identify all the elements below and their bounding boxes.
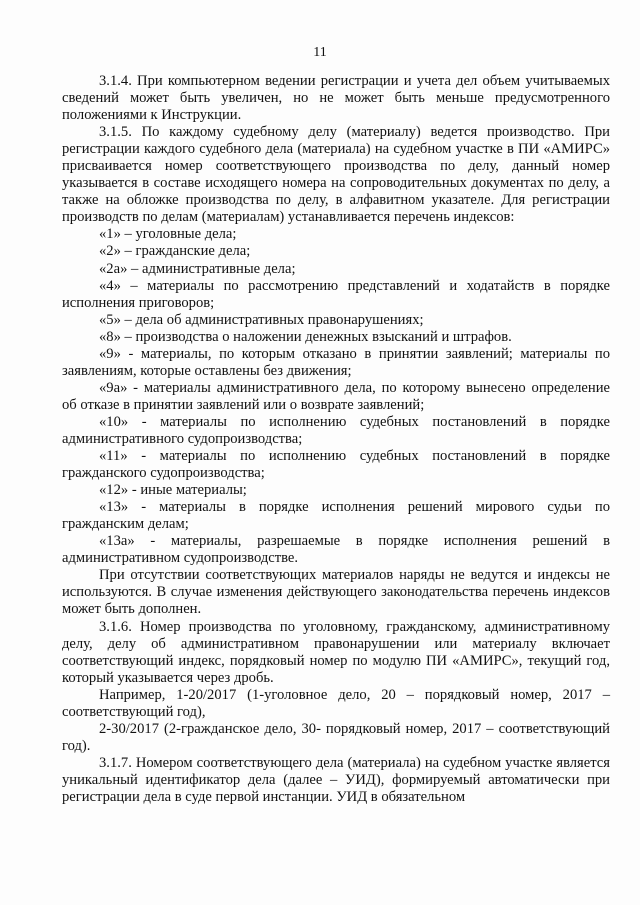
paragraph-3-1-7: 3.1.7. Номером соответствующего дела (материала) на судебном участке является уникальный идентификатор дела (далее – УИД), формируемый автоматически при регистрации дела в суде первой инстанции. УИД в обязательном: [62, 754, 610, 805]
index-item: «9а» - материалы административного дела, по которому вынесено определение об отказе в принятии заявлений или о возврате заявлений;: [62, 379, 610, 413]
index-item: «8» – производства о наложении денежных взысканий и штрафов.: [99, 328, 512, 345]
document-body: [62, 73, 610, 806]
example-paragraph: Например, 1-20/2017 (1-уголовное дело, 20 – порядковый номер, 2017 – соответствующий год),: [62, 686, 610, 720]
index-item: «11» - материалы по исполнению судебных постановлений в порядке гражданского судопроизводства;: [62, 448, 610, 482]
index-item: «10» - материалы по исполнению судебных постановлений в порядке административного судопроизводства;: [62, 413, 610, 447]
page-number: 11: [313, 45, 327, 60]
index-item: «13а» - материалы, разрешаемые в порядке исполнения решений в административном судопроизводстве.: [62, 533, 610, 567]
index-item: «4» – материалы по рассмотрению представлений и ходатайств в порядке исполнения приговоров;: [62, 277, 610, 311]
paragraph-3-1-5: 3.1.5. По каждому судебному делу (материалу) ведется производство. При регистрации каждого судебного дела (материала) на судебном участке в ПИ «АМИРС» присваивается номер соответствующего производства по делу, данный номер указывается в составе исходящего номера на сопроводительных документах по делу, а также на обложке производства по делу, в алфавитном указателе. Для регистрации производств по делам (материалам) устанавливается перечень индексов:: [62, 124, 610, 226]
example-paragraph: 2-30/2017 (2-гражданское дело, 30- порядковый номер, 2017 – соответствующий год).: [62, 720, 610, 754]
index-item: «5» – дела об административных правонарушениях;: [99, 311, 424, 328]
index-item: «1» – уголовные дела;: [99, 226, 237, 243]
paragraph-3-1-6: 3.1.6. Номер производства по уголовному, гражданскому, административному делу, делу об административном правонарушении или материалу включает соответствующий индекс, порядковый номер по модулю ПИ «АМИРС», текущий год, который указывается через дробь.: [62, 618, 610, 686]
index-item: «2а» – административные дела;: [99, 260, 296, 277]
index-item: «12» - иные материалы;: [99, 482, 247, 499]
index-item: «2» – гражданские дела;: [99, 243, 251, 260]
paragraph-3-1-4: 3.1.4. При компьютерном ведении регистрации и учета дел объем учитываемых сведений может быть увеличен, но не может быть меньше предусмотренного положениями к Инструкции.: [62, 73, 610, 124]
index-item: «13» - материалы в порядке исполнения решений мирового судьи по гражданским делам;: [62, 499, 610, 533]
paragraph-index-note: При отсутствии соответствующих материалов наряды не ведутся и индексы не используются. В случае изменения действующего законодательства перечень индексов может быть дополнен.: [62, 567, 610, 618]
index-item: «9» - материалы, по которым отказано в принятии заявлений; материалы по заявлениям, которые оставлены без движения;: [62, 345, 610, 379]
